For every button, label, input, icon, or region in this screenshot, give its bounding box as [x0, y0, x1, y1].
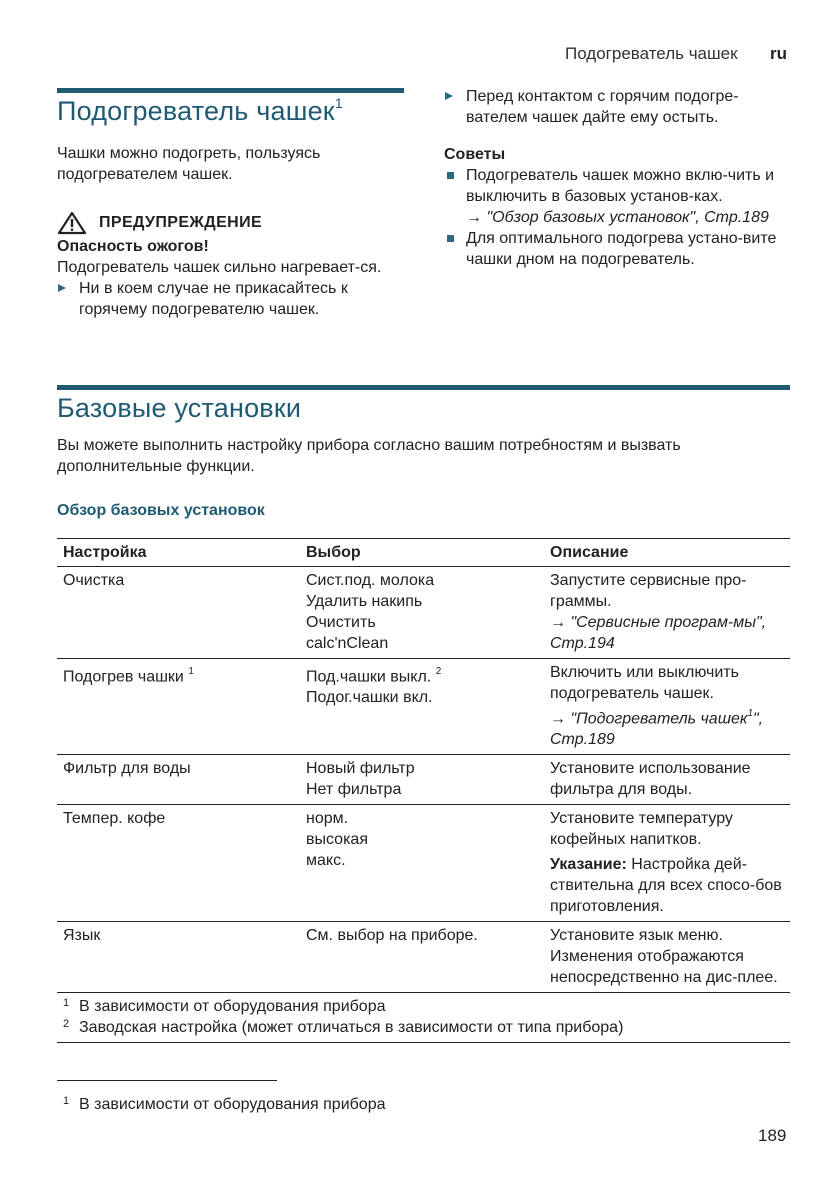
basic-settings-title: Базовые установки — [57, 393, 302, 423]
selection-cell: Под.чашки выкл. $^2$ Подог.чашки вкл. — [300, 659, 544, 755]
running-header-title: Подогреватель чашек — [565, 44, 738, 63]
tips-title: Советы — [444, 146, 506, 163]
table-row — [57, 755, 790, 805]
setting-cell: Язык — [57, 922, 300, 993]
bullet-arrow-icon — [445, 92, 453, 100]
bullet-square-icon — [447, 172, 454, 179]
cross-reference-link[interactable]: → "Обзор базовых установок", Стр.189 — [466, 209, 769, 226]
page-number: 189 — [758, 1126, 787, 1145]
warning-text: Подогреватель чашек сильно нагревает-ся. — [57, 259, 382, 276]
table-row — [57, 805, 790, 922]
table-row — [57, 659, 790, 755]
settings-table — [57, 538, 790, 1043]
cooldown-bullet: Перед контактом с горячим подогре-вателем чашек дайте ему остыть. — [444, 86, 786, 128]
warning-bullet: Ни в коем случае не прикасайтесь к горячему подогревателю чашек. — [57, 278, 407, 320]
table-row — [57, 922, 790, 993]
bullet-square-icon — [447, 235, 454, 242]
description-cell: Установите температуру кофейных напитков. Указание: Настройка дей-ствительна для всех спосо-бов приготовления. — [544, 805, 790, 922]
description-cell: Включить или выключить подогреватель чашек. → "Подогреватель чашек$^1$", Стр.189 — [544, 659, 790, 755]
table-footnotes-row — [57, 993, 790, 1043]
page-footnote: 1 В зависимости от оборудования прибора — [63, 1095, 386, 1113]
description-cell: Установите использование фильтра для воды. — [544, 755, 790, 805]
table-row — [57, 567, 790, 659]
column-header-selection: Выбор — [300, 539, 544, 567]
cup-warmer-intro: Чашки можно подогреть, пользуясь подогревателем чашек. — [57, 145, 321, 183]
table-header-row — [57, 539, 790, 567]
warning-label: ПРЕДУПРЕЖДЕНИЕ — [99, 214, 263, 231]
table-footnote: 2 Заводская настройка (может отличаться в зависимости от типа прибора) — [63, 1018, 624, 1037]
table-footnotes — [57, 993, 790, 1043]
tip-item: Подогреватель чашек можно вклю-чить и выключить в базовых установ-ках. → "Обзор базовых установок", Стр.189 — [444, 165, 786, 228]
language-code: ru — [770, 44, 787, 63]
setting-cell: Темпер. кофе — [57, 805, 300, 922]
footnote-separator — [57, 1080, 277, 1081]
section-rule — [57, 88, 404, 93]
selection-cell: См. выбор на приборе. — [300, 922, 544, 993]
warning-triangle-icon — [57, 211, 87, 235]
selection-cell: Новый фильтр Нет фильтра — [300, 755, 544, 805]
setting-cell: Очистка — [57, 567, 300, 659]
description-cell: Установите язык меню. Изменения отображаются непосредственно на дис-плее. — [544, 922, 790, 993]
cup-warmer-right-column — [444, 86, 786, 270]
setting-cell: Подогрев чашки $^1$ — [57, 659, 300, 755]
overview-subheading: Обзор базовых установок — [57, 502, 265, 519]
column-header-description: Описание — [544, 539, 790, 567]
section-rule — [57, 385, 790, 390]
selection-cell: Сист.под. молока Удалить накипь Очистить calc'nClean — [300, 567, 544, 659]
setting-cell: Фильтр для воды — [57, 755, 300, 805]
cross-reference-link[interactable]: → "Подогреватель чашек$^1$", Стр.189 — [550, 708, 764, 749]
cup-warmer-title: Подогреватель чашек$^1$ — [57, 95, 343, 126]
cross-reference-link[interactable]: → "Сервисные програм-мы", Стр.194 — [550, 614, 767, 652]
description-cell: Запустите сервисные про-граммы. → "Сервисные програм-мы", Стр.194 — [544, 567, 790, 659]
table-footnote: 1 В зависимости от оборудования прибора — [63, 997, 386, 1016]
basic-settings-intro: Вы можете выполнить настройку прибора согласно вашим потребностям и вызвать дополнительные функции. — [57, 437, 681, 475]
basic-settings-section — [57, 393, 787, 520]
warning-heading — [57, 211, 407, 235]
selection-cell: норм. высокая макс. — [300, 805, 544, 922]
bullet-arrow-icon — [58, 284, 66, 292]
column-header-setting: Настройка — [57, 539, 300, 567]
tip-item: Для оптимального подогрева устано-вите чашки дном на подогреватель. — [444, 228, 786, 270]
cup-warmer-section — [57, 96, 407, 320]
warning-subtitle: Опасность ожогов! — [57, 238, 209, 255]
